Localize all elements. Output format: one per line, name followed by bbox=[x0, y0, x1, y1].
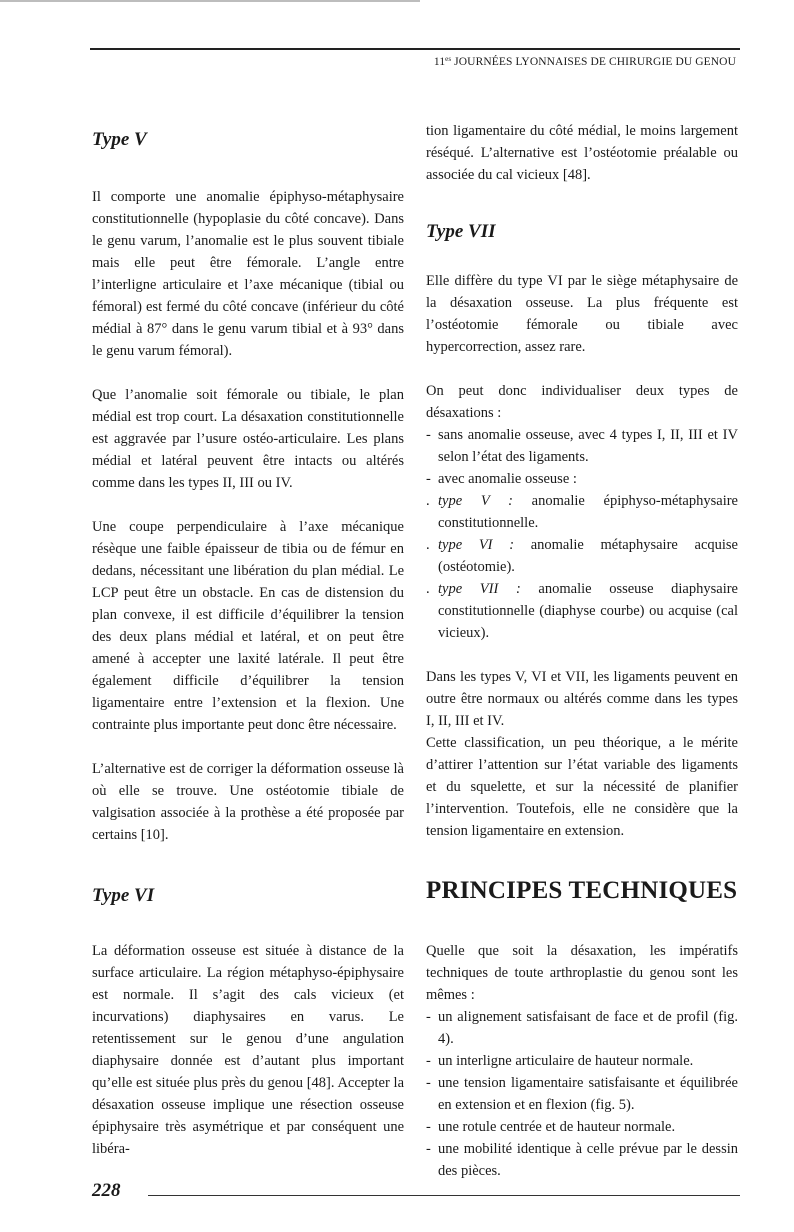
list-item: - un alignement satisfaisant de face et de profil (fig. 4). bbox=[426, 1006, 738, 1050]
type-v-paragraph-1: Il comporte une anomalie épiphyso-métaphysaire constitutionnelle (hypoplasie du côté concave). Dans le genu varum, l’anomalie est le plus souvent tibiale mais elle peut être fémorale. L’angle entre l’interligne articulaire et l’axe mécanique (tibial ou fémoral) est fermé du côté concave (inférieur du côté médial à 87° dans le genu varum tibial et à 93° dans le genu varum fémoral). bbox=[92, 189, 404, 359]
list-item: - un interligne articulaire de hauteur normale. bbox=[426, 1050, 738, 1072]
list-item: - sans anomalie osseuse, avec 4 types I, II, III et IV selon l’état des ligaments. bbox=[426, 424, 738, 468]
type-vi-paragraph-1: La déformation osseuse est située à distance de la surface articulaire. La région métaphyso-épiphysaire est normale. Il s’agit des cals vicieux (et incurvations) diaphysaires en varus. Le retentissement sur le genou d’une angulation diaphysaire donnée est d’autant plus important qu’elle est située plus près du genou [48]. Accepter la désaxation osseuse implique une résection osseuse épiphysaire très asymétrique et par conséquent une libéra- bbox=[92, 943, 404, 1157]
list-item bbox=[426, 578, 738, 644]
type-v-paragraph-4: L’alternative est de corriger la déformation osseuse là où elle se trouve. Une ostéotomie tibiale de valgisation associée à la prothèse a été proposée par certains [10]. bbox=[92, 761, 404, 843]
type-vii-label: type VII : bbox=[438, 581, 521, 597]
left-column bbox=[92, 120, 404, 1160]
type-v-paragraph-2: Que l’anomalie soit fémorale ou tibiale, le plan médial est trop court. La désaxation constitutionnelle est aggravée par l’usure ostéo-articulaire. Les plans médial et latéral peuvent être intacts ou altérés comme dans les types II, III ou IV. bbox=[92, 387, 404, 491]
section-title-type-vii: Type VII bbox=[426, 221, 496, 242]
list-item: - une mobilité identique à celle prévue par le dessin des pièces. bbox=[426, 1138, 738, 1182]
type-vi-continuation: tion ligamentaire du côté médial, le moins largement réséqué. L’alternative est l’ostéotomie préalable ou associée du cal vicieux [48]. bbox=[426, 123, 738, 183]
section-title-type-v: Type V bbox=[92, 129, 147, 150]
footer-rule bbox=[148, 1195, 740, 1196]
list-item bbox=[426, 534, 738, 578]
header-ordinal-suffix: es bbox=[445, 55, 452, 63]
header-ordinal: 11 bbox=[433, 56, 446, 68]
desaxation-type-list bbox=[426, 424, 738, 490]
list-item bbox=[426, 490, 738, 534]
type-vii-paragraph-1: Elle diffère du type VI par le siège métaphysaire de la désaxation osseuse. La plus fréquente est l’ostéotomie fémorale ou tibiale avec hypercorrection, assez rare. bbox=[426, 273, 738, 355]
type-v-label: type V : bbox=[438, 493, 513, 509]
principes-intro: Quelle que soit la désaxation, les impératifs techniques de toute arthroplastie du genou sont les mêmes : bbox=[426, 943, 738, 1003]
running-header bbox=[434, 55, 736, 68]
type-v-description: anomalie épiphyso-métaphysaire constitutionnelle. bbox=[438, 493, 738, 531]
type-vi-description: anomalie métaphysaire acquise (ostéotomie). bbox=[438, 537, 738, 575]
list-item: - une tension ligamentaire satisfaisante et équilibrée en extension et en flexion (fig. 5). bbox=[426, 1072, 738, 1116]
header-rule bbox=[90, 48, 740, 50]
ligaments-paragraph: Dans les types V, VI et VII, les ligaments peuvent en outre être normaux ou altérés comme dans les types I, II, III et IV. bbox=[426, 669, 738, 729]
list-item: - une rotule centrée et de hauteur normale. bbox=[426, 1116, 738, 1138]
page-number: 228 bbox=[92, 1180, 121, 1201]
type-vii-description: anomalie osseuse diaphysaire constitutionnelle (diaphyse courbe) ou acquise (cal vicieux). bbox=[438, 581, 738, 641]
list-item: - avec anomalie osseuse : bbox=[426, 468, 738, 490]
type-v-paragraph-3: Une coupe perpendiculaire à l’axe mécanique résèque une faible épaisseur de tibia ou de fémur en dedans, nécessitant une libération du plan médial. Le LCP peut être un obstacle. En cas de distension du plan convexe, il est difficile d’équilibrer la tension des deux plans médial et latéral, et on peut être amené à accepter une laxité latérale. Il peut être également difficile d’équilibrer la tension ligamentaire entre l’extension et la flexion. Une contrainte plus importante peut donc être nécessaire. bbox=[92, 519, 404, 733]
scan-top-edge bbox=[0, 0, 420, 2]
section-title-principes-techniques: PRINCIPES TECHNIQUES bbox=[426, 877, 738, 904]
bone-anomaly-sublist bbox=[426, 490, 738, 644]
classification-paragraph: Cette classification, un peu théorique, a le mérite d’attirer l’attention sur l’état variable des ligaments et du squelette, et sur la nécessité de planifier l’intervention. Toutefois, elle ne considère que la tension ligamentaire en extension. bbox=[426, 735, 738, 839]
right-column bbox=[426, 120, 738, 1182]
section-title-type-vi: Type VI bbox=[92, 885, 155, 906]
type-vi-label: type VI : bbox=[438, 537, 515, 553]
header-title: JOURNÉES LYONNAISES DE CHIRURGIE DU GENOU bbox=[451, 56, 736, 68]
summary-intro: On peut donc individualiser deux types de désaxations : bbox=[426, 383, 738, 421]
principes-list bbox=[426, 1006, 738, 1182]
